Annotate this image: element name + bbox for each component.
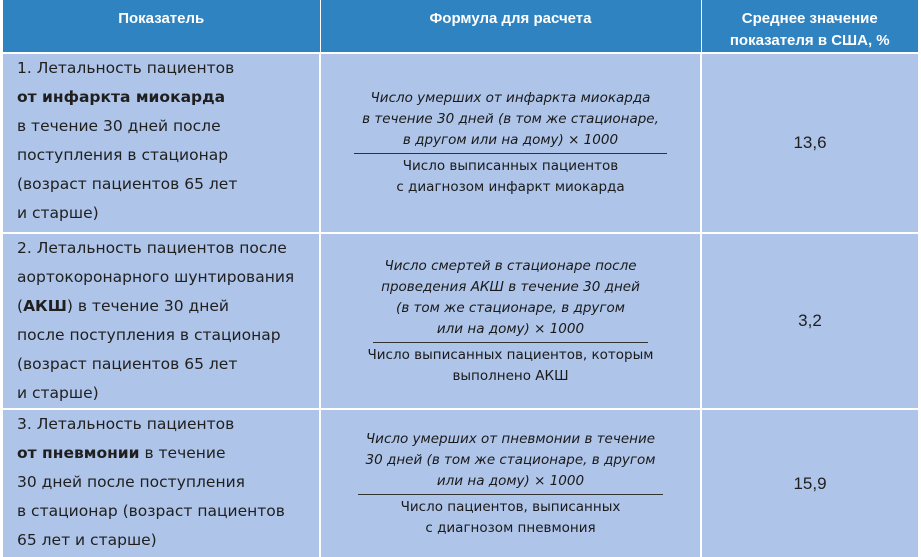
indicator-text: 30 дней после поступления (17, 473, 245, 491)
indicator-line (17, 234, 319, 263)
indicator-text: и старше) (17, 204, 99, 222)
denominator-line: с диагнозом пневмония (425, 519, 596, 536)
indicator-line (17, 292, 319, 321)
indicator-text: после поступления в стационар (17, 326, 281, 344)
formula-denominator (322, 495, 699, 539)
indicator-text: 3. Летальность пациентов (17, 415, 235, 433)
indicator-line (17, 83, 319, 112)
formula-denominator (322, 343, 699, 387)
indicator-line (17, 112, 319, 141)
indicator-text: (возраст пациентов 65 лет (17, 355, 238, 373)
indicator-text: 2. Летальность пациентов после (17, 239, 287, 257)
indicator-text: аортокоронарного шунтирования (17, 268, 295, 286)
indicator-line (17, 379, 319, 408)
indicator-text: и старше) (17, 384, 99, 402)
indicator-line (17, 321, 319, 350)
numerator-line: 30 дней (в том же стационаре, в другом (365, 451, 656, 468)
denominator-line: выполнено АКШ (452, 367, 569, 384)
numerator-line: проведения АКШ в течение 30 дней (381, 278, 640, 295)
denominator-line: Число выписанных пациентов, которым (367, 346, 654, 363)
formula-denominator (322, 154, 699, 198)
indicator-line (17, 497, 319, 526)
header-row (3, 0, 918, 53)
table-row (3, 233, 918, 409)
indicator-text: ( (17, 297, 24, 315)
denominator-line: Число выписанных пациентов (402, 158, 619, 174)
indicator-line (17, 263, 319, 292)
indicator-text: в течение (139, 444, 226, 462)
numerator-line: в течение 30 дней (в том же стационаре, (362, 111, 659, 127)
indicators-table (3, 0, 918, 557)
indicator-text: (возраст пациентов 65 лет (17, 175, 238, 193)
indicator-line (17, 468, 319, 497)
indicator-text: поступления в стационар (17, 146, 229, 164)
formula-cell (320, 53, 701, 233)
indicator-line (17, 350, 319, 379)
indicator-cell (3, 233, 320, 409)
indicator-text: 1. Летальность пациентов (17, 59, 235, 77)
formula-numerator (358, 429, 664, 495)
indicator-text: в течение 30 дней после (17, 117, 221, 135)
indicator-line (17, 199, 319, 228)
average-value-cell: 13,6 (701, 53, 918, 233)
header-average-value (701, 0, 918, 53)
numerator-line: Число умерших от пневмонии в течение (365, 430, 656, 447)
indicator-line (17, 526, 319, 555)
header-average-line1: Среднее значение (741, 10, 878, 27)
table-row (3, 409, 918, 557)
indicator-cell (3, 409, 320, 557)
indicator-line (17, 170, 319, 199)
indicator-text: в стационар (возраст пациентов (17, 502, 285, 520)
formula-cell (320, 409, 701, 557)
formula-cell (320, 233, 701, 409)
header-formula: Формула для расчета (320, 0, 701, 53)
denominator-line: с диагнозом инфаркт миокарда (396, 179, 625, 195)
numerator-line: Число умерших от инфаркта миокарда (370, 90, 651, 106)
numerator-line: или на дому) × 1000 (436, 472, 585, 489)
numerator-line: (в том же стационаре, в другом (396, 299, 625, 316)
indicator-text: 65 лет и старше) (17, 531, 157, 549)
header-indicator: Показатель (3, 0, 320, 53)
indicator-cell (3, 53, 320, 233)
indicator-line (17, 141, 319, 170)
indicator-line (17, 54, 319, 83)
indicator-bold-text: от пневмонии (17, 444, 140, 462)
indicator-line (17, 439, 319, 468)
table-row (3, 53, 918, 233)
indicator-text: ) в течение 30 дней (66, 297, 229, 315)
numerator-line: Число смертей в стационаре после (384, 257, 637, 274)
numerator-line: в другом или на дому) × 1000 (402, 132, 619, 148)
indicator-bold-text: от инфаркта миокарда (17, 88, 226, 106)
denominator-line: Число пациентов, выписанных (400, 498, 621, 515)
header-average-line2: показателя в США, % (729, 32, 890, 49)
formula-numerator (354, 88, 667, 154)
indicator-line (17, 410, 319, 439)
indicator-bold-text: АКШ (23, 297, 67, 315)
formula-numerator (373, 256, 648, 343)
average-value-cell: 15,9 (701, 409, 918, 557)
average-value-cell: 3,2 (701, 233, 918, 409)
numerator-line: или на дому) × 1000 (436, 320, 585, 337)
